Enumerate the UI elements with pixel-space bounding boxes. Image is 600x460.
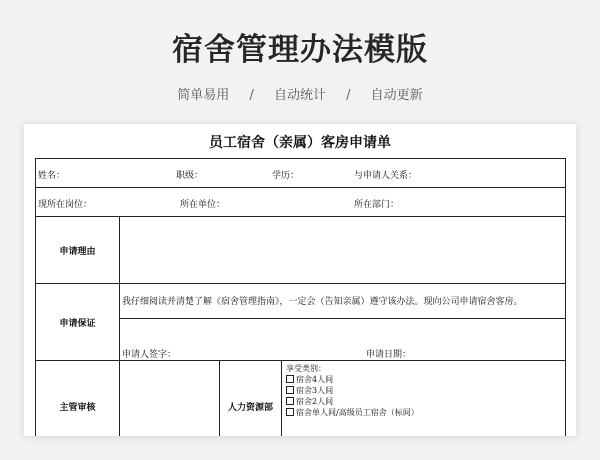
form-row-reason	[36, 217, 566, 284]
divider	[120, 318, 565, 319]
category-title: 享受类别：	[286, 364, 326, 373]
room-category-options	[282, 361, 566, 437]
tag-separator: /	[346, 88, 351, 103]
feature-tag: 自动统计	[273, 88, 326, 103]
room-option[interactable]: 宿舍3人间	[286, 385, 565, 396]
position-field[interactable]: 职级：	[176, 171, 204, 181]
form-row-basic-info	[36, 159, 566, 188]
checkbox-icon[interactable]	[286, 397, 294, 405]
feature-tag: 自动更新	[370, 88, 423, 103]
hr-department-label: 人力资源部	[220, 361, 282, 437]
form-preview-sheet	[24, 124, 576, 436]
department-field[interactable]: 所在部门：	[354, 200, 400, 210]
room-option[interactable]: 宿舍2人间	[286, 396, 565, 407]
unit-field[interactable]: 所在单位：	[180, 200, 226, 210]
relation-field[interactable]: 与申请人关系：	[354, 171, 418, 181]
education-field[interactable]: 学历：	[272, 171, 300, 181]
application-date-field[interactable]: 申请日期：	[366, 350, 412, 360]
supervisor-review-label: 主管审核	[36, 361, 120, 437]
reason-input[interactable]	[120, 217, 566, 284]
room-option[interactable]: 宿舍单人间/高级员工宿舍（标间）	[286, 407, 565, 418]
guarantee-label: 申请保证	[36, 284, 120, 361]
guarantee-statement: 我仔细阅读并清楚了解《宿舍管理指南》，一定会（告知亲属）遵守该办法。现向公司申请宿舍客房。	[122, 297, 523, 307]
checkbox-icon[interactable]	[286, 375, 294, 383]
current-post-field[interactable]: 现所在岗位：	[38, 200, 93, 210]
name-field[interactable]: 姓名：	[38, 171, 66, 181]
form-title: 员工宿舍（亲属）客房申请单	[209, 135, 391, 151]
room-option[interactable]: 宿舍4人间	[286, 374, 565, 385]
checkbox-icon[interactable]	[286, 408, 294, 416]
signature-field[interactable]: 申请人签字：	[122, 350, 177, 360]
checkbox-icon[interactable]	[286, 386, 294, 394]
tag-separator: /	[249, 88, 254, 103]
form-row-job-info	[36, 188, 566, 217]
supervisor-review-input[interactable]	[120, 361, 220, 437]
feature-tags	[0, 84, 600, 103]
form-row-approval	[36, 361, 566, 437]
reason-label: 申请理由	[36, 217, 120, 284]
page-title: 宿舍管理办法模版	[172, 32, 428, 68]
form-row-guarantee	[36, 284, 566, 361]
feature-tag: 简单易用	[177, 88, 230, 103]
application-form-table	[35, 158, 566, 436]
